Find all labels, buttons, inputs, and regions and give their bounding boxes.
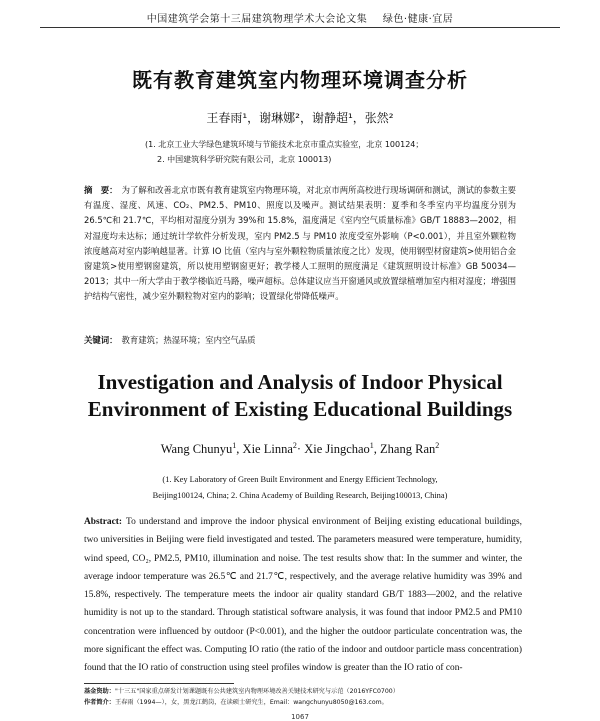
chinese-keywords <box>84 334 516 346</box>
running-header <box>0 10 600 25</box>
english-title-line-1: Investigation and Analysis of Indoor Physical <box>97 370 503 394</box>
footnote-rule <box>84 683 234 684</box>
header-rule <box>40 27 560 28</box>
english-abstract-text: To understand and improve the indoor physical environment of Beijing existing educational buildings, two universities in Beijing were field investigated and tested. The parameters measured were temperature, humidity, wind speed, CO₂, PM2.5, PM10, illumination and noise. The test results show that: In the summer and winter, the average indoor temperature was 26.5℃ and 21.7℃, respectively, and the average relative humidity was 39% and 15.8%, respectively. The temperature meets the indoor air quality standard GB/T 1883—2002, and the relative humidity is not up to the standard. Through statistical software analysis, it was found that indoor PM2.5 and PM10 concentration were influenced by outdoor (P<0.001), and the higher the outdoor particulate concentration was, the more significant the effect was. Computing IO ratio (the ratio of the indoor and outdoor particle mass concentration) found that the IO ratio of construction using steel profiles window is greater than the IO ratio of con- <box>84 517 522 674</box>
conference-motto: 绿色·健康·宜居 <box>382 14 454 25</box>
chinese-keywords-label: 关键词： <box>84 335 118 345</box>
english-author: Xie Jingchao$^1$, <box>304 441 381 457</box>
footnotes <box>84 686 524 708</box>
english-author: Wang Chunyu$^1$, <box>160 441 243 457</box>
conference-name: 中国建筑学会第十三届建筑物理学术大会论文集 <box>146 14 368 25</box>
english-affiliation-1: (1. Key Laboratory of Green Built Environment and Energy Efficient Technology, <box>162 475 438 484</box>
chinese-affiliations <box>145 137 475 167</box>
page-number: 1067 <box>291 713 309 721</box>
chinese-affiliation-1: (1. 北京工业大学绿色建筑环境与节能技术北京市重点实验室，北京 100124； <box>145 140 424 149</box>
chinese-keywords-text: 教育建筑；热湿环境；室内空气品质 <box>121 335 256 345</box>
chinese-affiliation-2: 2. 中国建筑科学研究院有限公司，北京 100013) <box>157 155 332 164</box>
english-author: Zhang Ran$^2$ <box>380 441 440 457</box>
fund-footnote: 基金资助："十三五"国家重点研发计划课题既有公共建筑室内物理环境改善关键技术研究与示范（2016YFC0700） <box>84 688 399 695</box>
english-abstract-label: Abstract: <box>84 517 123 527</box>
english-abstract <box>84 513 522 678</box>
chinese-abstract-text: 为了解和改善北京市既有教育建筑室内物理环境，对北京市两所高校进行现场调研和测试，测试的参数主要有温度、湿度、风速、CO₂、PM2.5、PM10、照度以及噪声。测试结果表明：夏季和冬季室内平均温度分别为 26.5℃和 21.7℃，平均相对湿度分别为 39%和 15.8%，温度满足《室内空气质量标准》GB/T 18883—2002，相对湿度均未达标；通过统计学软件分析发现，室内 PM2.5 与 PM10 浓度受室外影响（P<0.001），并且室外颗粒物浓度越高对室内影响越显著。计算 IO 比值（室内与室外颗粒物质量浓度之比）发现，使用钢型材窗建筑>使用铝合金窗建筑>使用塑钢窗建筑，所以使用塑钢窗更好；教学楼人工照明的照度满足《建筑照明设计标准》GB 50034—2013；其中一所大学由于教学楼临近马路，噪声超标。总体建议应当开窗通风或放置绿植增加室内相对湿度；增强围护结构气密性，减少室外颗粒物对室内的影响；设置绿化带降低噪声。 <box>84 185 517 302</box>
chinese-abstract <box>84 183 516 305</box>
chinese-title: 既有教育建筑室内物理环境调查分析 <box>132 68 468 92</box>
english-title <box>0 369 600 423</box>
chinese-abstract-label: 摘 要： <box>84 185 118 195</box>
english-authors <box>0 441 600 457</box>
english-title-line-2: Environment of Existing Educational Buildings <box>87 397 513 421</box>
english-affiliations <box>0 472 600 504</box>
author-footnote: 作者简介：王春雨（1994—），女，黑龙江鹤岗，在读硕士研究生，Email：wangchunyu8050@163.com。 <box>84 699 388 706</box>
english-author: Xie Linna$^2$· <box>242 441 305 457</box>
chinese-authors: 王春雨¹，谢琳娜²，谢静超¹，张然² <box>206 111 394 125</box>
english-affiliation-2: Beijing100124, China; 2. China Academy of Building Research, Beijing100013, China) <box>152 491 448 500</box>
